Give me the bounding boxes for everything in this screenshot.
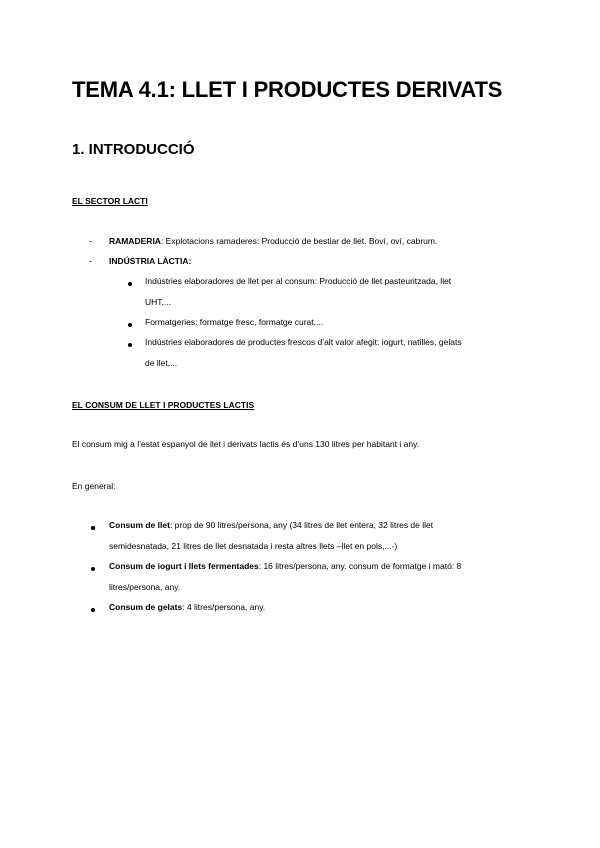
bullet-marker [128,323,132,327]
subitem-industries-consum-line1: Indústries elaboradores de llet per al consum: Producció de llet pasteuritzada, llet [145,276,452,286]
consum-intro: El consum mig a l’estat espanyol de llet i derivats lactis és d’uns 130 litres per habitant i any. [72,439,420,449]
subitem-productes-frescos-line2: de llet,... [145,358,178,368]
dash-marker: - [89,256,92,266]
bullet-marker [128,343,132,347]
subitem-industries-consum-line2: UHT,... [145,297,171,307]
consum-llet-line2: semidesnatada, 21 litres de llet desnatada i resta altres llets –llet en pols,...-) [109,541,398,551]
consum-iogurt-line2: litres/persona, any. [109,582,181,592]
consum-iogurt-line1 [109,561,461,571]
list-item-industria-lactia [109,256,191,266]
bullet-marker [128,282,132,286]
consum-llet-text: : prop de 90 litres/persona, any (34 litres de llet entera, 32 litres de llet [169,520,434,530]
term-ramaderia: RAMADERIA [109,236,161,246]
consum-gelats-text: : 4 litres/persona, any. [182,602,266,612]
section-heading-introduccio: 1. INTRODUCCIÓ [72,141,195,158]
ramaderia-text: : Explotacions ramaderes: Producció de bestiar de llet. Boví, oví, cabrum. [160,236,438,246]
term-consum-llet: Consum de llet [109,520,170,530]
term-industria-lactia: INDÚSTRIA LÀCTIA: [109,256,192,266]
en-general-label: En general: [72,481,116,491]
term-consum-gelats: Consum de gelats [109,602,183,612]
subitem-formatgeries: Formatgeries: formatge fresc, formatge curat,... [145,317,324,327]
bullet-marker [91,567,95,571]
dash-marker: - [89,236,92,246]
consum-label: EL CONSUM DE LLET I PRODUCTES LACTIS [72,400,255,410]
bullet-marker [91,526,95,530]
page-title: TEMA 4.1: LLET I PRODUCTES DERIVATS [72,77,503,102]
consum-iogurt-text: : 16 litres/persona, any. consum de formatge i mató: 8 [258,561,462,571]
term-consum-iogurt: Consum de iogurt i llets fermentades [109,561,259,571]
consum-gelats-line1 [109,602,265,612]
bullet-marker [91,608,95,612]
consum-llet-line1 [109,520,433,530]
list-item-ramaderia [109,236,437,246]
subitem-productes-frescos-line1: Indústries elaboradores de productes frescos d’alt valor afegit: iogurt, natilles, gelats [145,337,462,347]
sector-lacti-label: EL SECTOR LACTI [72,196,148,206]
